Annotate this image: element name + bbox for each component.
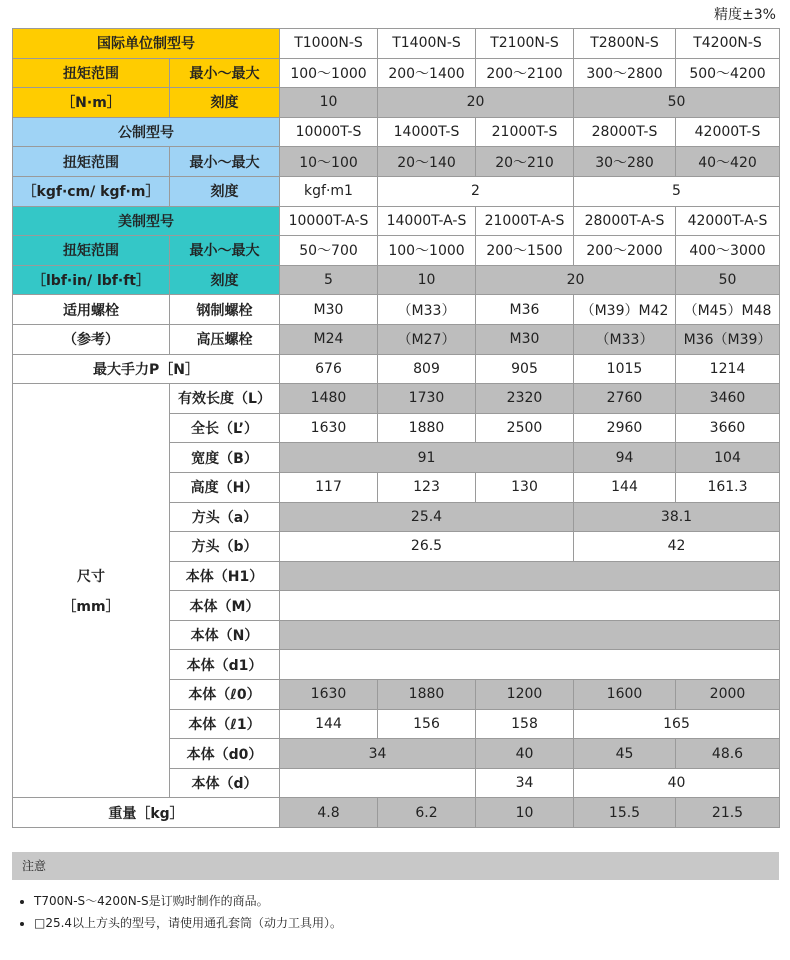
model-cell: T2800N-S — [574, 29, 676, 59]
model-cell: T4200N-S — [676, 29, 780, 59]
table-cell: 5 — [574, 176, 780, 206]
dim-title: 尺寸 — [77, 568, 105, 585]
model-cell: 21000T-S — [476, 117, 574, 147]
table-cell: 165 — [574, 709, 780, 739]
table-cell: 3460 — [676, 384, 780, 414]
metric-minmax-row — [13, 147, 780, 177]
table-cell: 200～1500 — [476, 236, 574, 266]
table-cell: 676 — [280, 354, 378, 384]
table-cell: 200～1400 — [378, 58, 476, 88]
table-cell — [280, 650, 780, 680]
table-cell: 2320 — [476, 384, 574, 414]
row-label: 有效长度（L） — [170, 384, 280, 414]
metric-scale-row — [13, 176, 780, 206]
table-cell: 34 — [280, 739, 476, 769]
row-label: 宽度（B） — [170, 443, 280, 473]
us-scale-row — [13, 265, 780, 295]
row-label: 本体（d） — [170, 768, 280, 798]
dim-unit: ［mm］ — [62, 598, 120, 615]
model-cell: 42000T-S — [676, 117, 780, 147]
unit-label: ［kgf·cm/ kgf·m］ — [13, 176, 170, 206]
hs-bolt-label: 高压螺栓 — [170, 324, 280, 354]
model-cell: 28000T-A-S — [574, 206, 676, 236]
unit-label: ［lbf·in/ lbf·ft］ — [13, 265, 170, 295]
table-cell — [280, 768, 476, 798]
weight-label: 重量［kg］ — [13, 798, 280, 828]
intl-scale-row — [13, 88, 780, 118]
model-cell: T2100N-S — [476, 29, 574, 59]
model-cell: T1400N-S — [378, 29, 476, 59]
table-cell: 42 — [574, 532, 780, 562]
dim-label — [13, 384, 170, 798]
table-cell: 905 — [476, 354, 574, 384]
row-label: 本体（ℓ0） — [170, 680, 280, 710]
table-cell: 15.5 — [574, 798, 676, 828]
table-cell: 25.4 — [280, 502, 574, 532]
hs-bolt-row — [13, 324, 780, 354]
table-cell: 94 — [574, 443, 676, 473]
table-cell: 1880 — [378, 680, 476, 710]
torque-range-label: 扭矩范围 — [13, 58, 170, 88]
row-label: 本体（H1） — [170, 561, 280, 591]
spec-table — [12, 28, 780, 828]
table-cell: 40～420 — [676, 147, 780, 177]
table-cell: （M45）M48 — [676, 295, 780, 325]
table-cell: 30～280 — [574, 147, 676, 177]
table-cell: 1630 — [280, 680, 378, 710]
table-cell: M24 — [280, 324, 378, 354]
table-cell: 2000 — [676, 680, 780, 710]
table-cell: 144 — [574, 472, 676, 502]
table-cell: 40 — [574, 768, 780, 798]
table-cell: 40 — [476, 739, 574, 769]
table-cell: 10 — [476, 798, 574, 828]
row-label: 方头（a） — [170, 502, 280, 532]
model-cell: 14000T-A-S — [378, 206, 476, 236]
table-cell: 10～100 — [280, 147, 378, 177]
us-model-row — [13, 206, 780, 236]
table-cell: 1880 — [378, 413, 476, 443]
table-cell: 10 — [280, 88, 378, 118]
table-cell: 400～3000 — [676, 236, 780, 266]
max-force-label: 最大手力P［N］ — [13, 354, 280, 384]
table-cell: 20 — [378, 88, 574, 118]
list-item: • □25.4以上方头的型号，请使用通孔套筒（动力工具用）。 — [34, 912, 342, 934]
notes-title: 注意 — [22, 859, 47, 873]
table-cell: 144 — [280, 709, 378, 739]
table-cell: 809 — [378, 354, 476, 384]
table-cell: （M27） — [378, 324, 476, 354]
table-cell — [280, 620, 780, 650]
row-label: 本体（d1） — [170, 650, 280, 680]
row-label: 方头（b） — [170, 532, 280, 562]
min-max-label: 最小～最大 — [170, 236, 280, 266]
us-minmax-row — [13, 236, 780, 266]
table-cell: 161.3 — [676, 472, 780, 502]
table-cell: 6.2 — [378, 798, 476, 828]
notes-header — [12, 852, 779, 880]
table-cell: （M33） — [378, 295, 476, 325]
row-label: 本体（N） — [170, 620, 280, 650]
table-cell: 500～4200 — [676, 58, 780, 88]
table-cell: 100～1000 — [280, 58, 378, 88]
table-cell: 1200 — [476, 680, 574, 710]
table-cell: 34 — [476, 768, 574, 798]
intl-model-row — [13, 29, 780, 59]
bolt-ref-label: （参考） — [13, 324, 170, 354]
table-cell: 104 — [676, 443, 780, 473]
table-cell: 91 — [280, 443, 574, 473]
intl-minmax-row — [13, 58, 780, 88]
bolt-label: 适用螺栓 — [13, 295, 170, 325]
table-cell: M30 — [476, 324, 574, 354]
table-cell: 100～1000 — [378, 236, 476, 266]
table-cell: 48.6 — [676, 739, 780, 769]
table-cell: 45 — [574, 739, 676, 769]
table-cell: M36（M39） — [676, 324, 780, 354]
table-cell: 1015 — [574, 354, 676, 384]
table-cell: 50 — [574, 88, 780, 118]
table-cell: 20 — [476, 265, 676, 295]
steel-bolt-row — [13, 295, 780, 325]
unit-label: ［N·m］ — [13, 88, 170, 118]
table-cell: 2760 — [574, 384, 676, 414]
precision-note: 精度±3% — [714, 7, 776, 23]
table-cell: 1630 — [280, 413, 378, 443]
row-label: 高度（H） — [170, 472, 280, 502]
table-cell: 200～2000 — [574, 236, 676, 266]
table-cell: 158 — [476, 709, 574, 739]
max-force-row — [13, 354, 780, 384]
table-cell: M30 — [280, 295, 378, 325]
table-cell: 117 — [280, 472, 378, 502]
table-cell: 5 — [280, 265, 378, 295]
scale-label: 刻度 — [170, 88, 280, 118]
table-cell: 1730 — [378, 384, 476, 414]
table-cell: 156 — [378, 709, 476, 739]
scale-label: 刻度 — [170, 265, 280, 295]
steel-bolt-label: 钢制螺栓 — [170, 295, 280, 325]
table-cell — [280, 561, 780, 591]
table-cell: 123 — [378, 472, 476, 502]
model-cell: 14000T-S — [378, 117, 476, 147]
table-cell: M36 — [476, 295, 574, 325]
min-max-label: 最小～最大 — [170, 147, 280, 177]
row-label: 本体（ℓ1） — [170, 709, 280, 739]
scale-label: 刻度 — [170, 176, 280, 206]
notes-list — [14, 890, 342, 934]
table-cell: 2960 — [574, 413, 676, 443]
table-cell: 200～2100 — [476, 58, 574, 88]
table-cell: （M33） — [574, 324, 676, 354]
table-cell: 50 — [676, 265, 780, 295]
model-cell: 10000T-S — [280, 117, 378, 147]
model-cell: 10000T-A-S — [280, 206, 378, 236]
row-label: 全长（L’） — [170, 413, 280, 443]
table-cell: 20～140 — [378, 147, 476, 177]
weight-row — [13, 798, 780, 828]
table-cell: kgf·m1 — [280, 176, 378, 206]
us-model-label: 美制型号 — [13, 206, 280, 236]
metric-model-label: 公制型号 — [13, 117, 280, 147]
table-cell: 26.5 — [280, 532, 574, 562]
table-cell: （M39）M42 — [574, 295, 676, 325]
table-cell: 20～210 — [476, 147, 574, 177]
table-cell: 1600 — [574, 680, 676, 710]
metric-model-row — [13, 117, 780, 147]
table-cell: 2 — [378, 176, 574, 206]
table-cell: 4.8 — [280, 798, 378, 828]
model-cell: 28000T-S — [574, 117, 676, 147]
table-cell: 2500 — [476, 413, 574, 443]
model-cell: T1000N-S — [280, 29, 378, 59]
min-max-label: 最小～最大 — [170, 58, 280, 88]
table-cell: 300～2800 — [574, 58, 676, 88]
torque-range-label: 扭矩范围 — [13, 236, 170, 266]
table-cell: 21.5 — [676, 798, 780, 828]
table-cell: 10 — [378, 265, 476, 295]
table-cell: 1214 — [676, 354, 780, 384]
row-label: 本体（d0） — [170, 739, 280, 769]
table-cell: 38.1 — [574, 502, 780, 532]
model-cell: 42000T-A-S — [676, 206, 780, 236]
table-cell: 3660 — [676, 413, 780, 443]
row-label: 本体（M） — [170, 591, 280, 621]
table-cell: 130 — [476, 472, 574, 502]
intl-model-label: 国际单位制型号 — [13, 29, 280, 59]
model-cell: 21000T-A-S — [476, 206, 574, 236]
table-cell: 50～700 — [280, 236, 378, 266]
table-cell — [280, 591, 780, 621]
list-item: • T700N-S～4200N-S是订购时制作的商品。 — [34, 890, 342, 912]
eff-len-row — [13, 384, 780, 414]
torque-range-label: 扭矩范围 — [13, 147, 170, 177]
table-cell: 1480 — [280, 384, 378, 414]
